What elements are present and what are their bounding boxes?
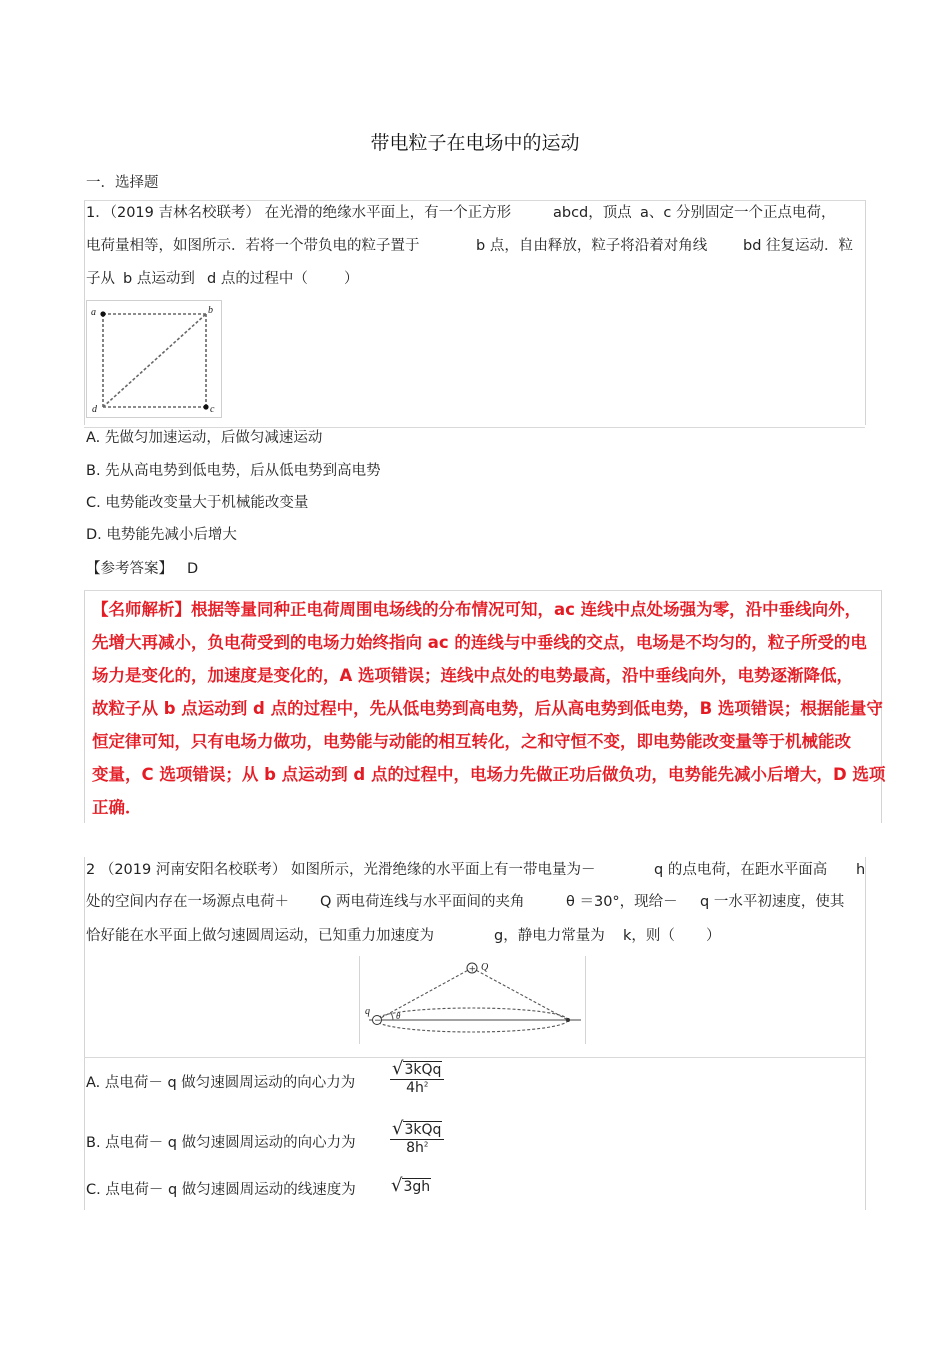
formula-b-denominator: 8h [406,1140,424,1156]
q1-option-a: A. 先做匀加速运动，后做匀减速运动 [86,430,323,446]
q2-option-b: B. 点电荷－ q 做匀速圆周运动的向心力为 [86,1135,356,1151]
formula-b-exponent: 2 [423,1140,429,1149]
formula-a-denominator: 4h [406,1080,424,1096]
q2-circular-motion-figure [359,956,586,1044]
formula-a-exponent: 2 [423,1080,429,1089]
plus-sign: + [468,964,477,975]
minus-sign: − [374,1016,382,1026]
q2-line3-d: ） [706,928,721,944]
line-to-right [472,968,568,1020]
analysis-line-5: 恒定律可知，只有电场力做功，电势能与动能的相互转化，之和守恒不变，即电势能改变量等于机械能改 [92,732,851,751]
q2-line2-c: θ ＝30°，现给－ [566,894,678,910]
analysis-line-4: 故粒子从 b 点运动到 d 点的过程中，先从低电势到高电势，后从高电势到低电势，B 选项错误；根据能量守 [92,699,883,718]
analysis-line-6: 变量，C 选项错误；从 b 点运动到 d 点的过程中，电场力先做正功后做负功，电势能先减小后增大，D 选项 [92,765,886,784]
q1-line3-d: ） [344,271,359,287]
formula-a-radicand: 3kQq [404,1062,442,1078]
diagonal-bd [103,314,206,407]
q1-option-c: C. 电势能改变量大于机械能改变量 [86,495,309,511]
q1-line1-c: a、c 分别固定一个正点电荷， [640,205,836,221]
angle-arc [391,1013,393,1020]
label-b: b [208,305,213,316]
page-title: 带电粒子在电场中的运动 [370,132,580,154]
q2-line3-b: g，静电力常量为 [494,928,605,944]
q2-line3-a: 恰好能在水平面上做匀速圆周运动，已知重力加速度为 [86,928,434,944]
q2-option-c-formula: √3gh [391,1175,431,1196]
q2-line2-a: 处的空间内存在一场源点电荷＋ [86,894,289,910]
charge-c [203,404,208,409]
label-c: c [210,404,215,415]
q2-option-b-formula: √3kQq $8h^2$ [390,1118,444,1156]
q1-option-d: D. 电势能先减小后增大 [86,527,237,543]
analysis-line-7: 正确． [92,798,142,817]
q1-top-rule [84,200,865,201]
q1-line2-a: 电荷量相等，如图所示．若将一个带负电的粒子置于 [86,238,420,254]
line-to-left [377,968,472,1020]
q1-line1-b: abcd，顶点 [553,205,632,221]
q1-answer: D [187,561,199,577]
label-d: d [92,404,97,415]
q2-line1-a: 2 （2019 河南安阳名校联考） 如图所示，光滑绝缘的水平面上有一带电量为－ [86,862,596,878]
q1-line3-a: 子从 [86,271,115,287]
formula-b-radicand: 3kQq [404,1122,442,1138]
q2-line2-d: q 一水平初速度，使其 [700,894,845,910]
q2-figure-rule [84,1057,865,1058]
formula-c-radicand: 3gh [403,1179,431,1195]
label-q: q [365,1006,370,1017]
section-heading: 一．选择题 [86,175,159,191]
q1-line2-b: b 点，自由释放，粒子将沿着对角线 [476,238,708,254]
q1-answer-label: 【参考答案】 [86,561,173,577]
analysis-line-1: 【名师解析】根据等量同种正电荷周围电场线的分布情况可知，ac 连线中点处场强为零，沿中垂线向外， [92,600,862,619]
analysis-top-rule [84,590,881,591]
q2-option-a-formula: √3kQq $4h^2$ [390,1058,444,1096]
label-theta: θ [396,1011,401,1021]
analysis-line-3: 场力是变化的，加速度是变化的，A 选项错误；连线中点处的电势最高，沿中垂线向外，电势逐渐降低， [92,666,854,685]
q2-option-a: A. 点电荷－ q 做匀速圆周运动的向心力为 [86,1075,356,1091]
q2-line1-c: h [856,862,866,878]
path-endpoint [566,1018,570,1022]
q1-line3-b: b 点运动到 [123,271,195,287]
q2-line1-b: q 的点电荷，在距水平面高 [654,862,828,878]
q1-line2-c: bd 往复运动．粒 [743,238,854,254]
charge-a [100,311,105,316]
label-Q: Q [481,962,489,973]
analysis-line-2: 先增大再减小，负电荷受到的电场力始终指向 ac 的连线与中垂线的交点，电场是不均匀的，粒子所受的电 [92,633,867,652]
q2-line2-b: Q 两电荷连线与水平面间的夹角 [320,894,525,910]
q1-line1-a: 1．（2019 吉林名校联考） 在光滑的绝缘水平面上，有一个正方形 [86,205,512,221]
q2-option-c: C. 点电荷－ q 做匀速圆周运动的线速度为 [86,1182,356,1198]
q1-line3-c: d 点的过程中（ [207,271,308,287]
q1-option-b: B. 先从高电势到低电势，后从低电势到高电势 [86,463,381,479]
q2-line3-c: k，则（ [623,928,675,944]
label-a: a [91,307,96,318]
q1-square-figure [86,300,222,418]
